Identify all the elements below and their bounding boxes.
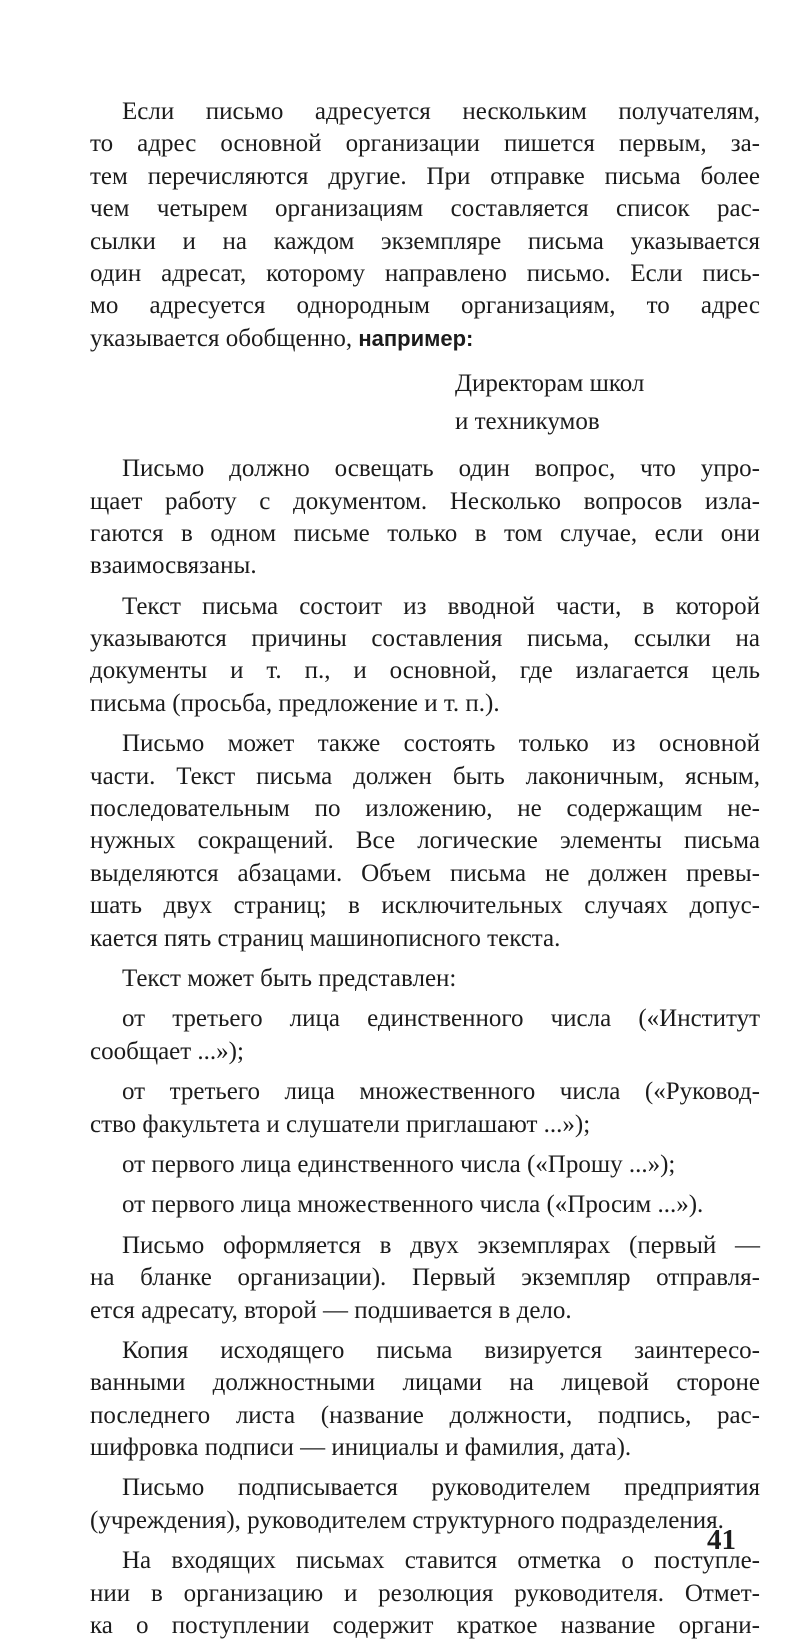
text-line	[90, 323, 760, 355]
text-line: мо адресуется однородным организациям, то адрес	[90, 292, 760, 320]
text-line: ство факультета и слушатели приглашают ...»);	[90, 1110, 591, 1138]
text-line: ется адресату, второй — подшивается в дело.	[90, 1296, 572, 1324]
paragraph	[90, 1472, 760, 1537]
text-line: кается пять страниц машинописного текста.	[90, 924, 561, 952]
text-line: Письмо должно освещать один вопрос, что упро-	[122, 455, 760, 483]
page-content	[90, 96, 760, 1642]
paragraph	[90, 591, 760, 721]
page-number: 41	[707, 1524, 736, 1556]
text-line: указываются причины составления письма, ссылки на	[90, 625, 760, 653]
text-line: тем перечисляются другие. При отправке письма более	[90, 162, 760, 190]
text-line: документы и т. п., и основной, где излагается цель	[90, 657, 760, 685]
paragraph	[90, 728, 760, 955]
text-line: нии в организацию и резолюция руководителя. Отмет-	[90, 1579, 760, 1607]
text-line: Копия исходящего письма визируется заинтересо-	[122, 1336, 760, 1364]
address-line: и техникумов	[455, 408, 600, 436]
text-line: последнего листа (название должности, подпись, рас-	[90, 1401, 760, 1429]
text-span: указывается обобщенно,	[90, 324, 359, 352]
text-line: на бланке организации). Первый экземпляр отправля-	[90, 1264, 760, 1292]
text-line: шать двух страниц; в исключительных случаях допус-	[90, 892, 760, 920]
paragraph	[90, 1545, 760, 1642]
text-line: нужных сокращений. Все логические элементы письма	[90, 827, 760, 855]
text-line: от первого лица единственного числа («Прошу ...»);	[122, 1150, 676, 1178]
text-line: последовательным по изложению, не содержащим не-	[90, 795, 760, 823]
text-line: ка о поступлении содержит краткое название органи-	[90, 1612, 760, 1640]
text-line: письма (просьба, предложение и т. п.).	[90, 689, 500, 717]
text-line: Письмо может также состоять только из основной	[122, 730, 760, 758]
address-example	[90, 365, 760, 441]
paragraph	[90, 1335, 760, 1465]
text-line: Текст письма состоит из вводной части, в которой	[122, 592, 760, 620]
text-line: Письмо подписывается руководителем предприятия	[122, 1474, 760, 1502]
bold-term: например:	[358, 325, 474, 351]
text-line: части. Текст письма должен быть лаконичным, ясным,	[90, 762, 760, 790]
paragraph	[90, 96, 760, 355]
text-line: от третьего лица множественного числа («Руковод-	[122, 1078, 760, 1106]
text-line: Письмо оформляется в двух экземплярах (первый —	[122, 1231, 760, 1259]
text-line: от первого лица множественного числа («Просим ...»).	[122, 1191, 704, 1219]
text-line: ванными должностными лицами на лицевой стороне	[90, 1369, 760, 1397]
text-line: один адресат, которому направлено письмо. Если пись-	[90, 259, 760, 287]
text-line: выделяются абзацами. Объем письма не должен превы-	[90, 859, 760, 887]
text-line: от третьего лица единственного числа («Институт	[122, 1005, 760, 1033]
address-line: Директорам школ	[455, 370, 645, 398]
text-line: сылки и на каждом экземпляре письма указывается	[90, 227, 760, 255]
paragraph	[90, 1076, 760, 1141]
text-line: гаются в одном письме только в том случае, если они	[90, 519, 760, 547]
text-line: Текст может быть представлен:	[122, 964, 457, 992]
text-line: то адрес основной организации пишется первым, за-	[90, 130, 760, 158]
paragraph	[90, 1149, 760, 1181]
text-line: щает работу с документом. Несколько вопросов изла-	[90, 487, 760, 515]
paragraph	[90, 1230, 760, 1327]
text-line: На входящих письмах ставится отметка о поступле-	[122, 1547, 760, 1575]
text-line: (учреждения), руководителем структурного подразделения.	[90, 1506, 724, 1534]
text-line: сообщает ...»);	[90, 1037, 244, 1065]
paragraph	[90, 1189, 760, 1221]
paragraph	[90, 453, 760, 583]
paragraph	[90, 1003, 760, 1068]
text-line: Если письмо адресуется нескольким получателям,	[122, 98, 760, 125]
paragraph	[90, 963, 760, 995]
text-line: шифровка подписи — инициалы и фамилия, дата).	[90, 1434, 632, 1462]
text-line: взаимосвязаны.	[90, 552, 257, 580]
text-line: чем четырем организациям составляется список рас-	[90, 195, 760, 223]
